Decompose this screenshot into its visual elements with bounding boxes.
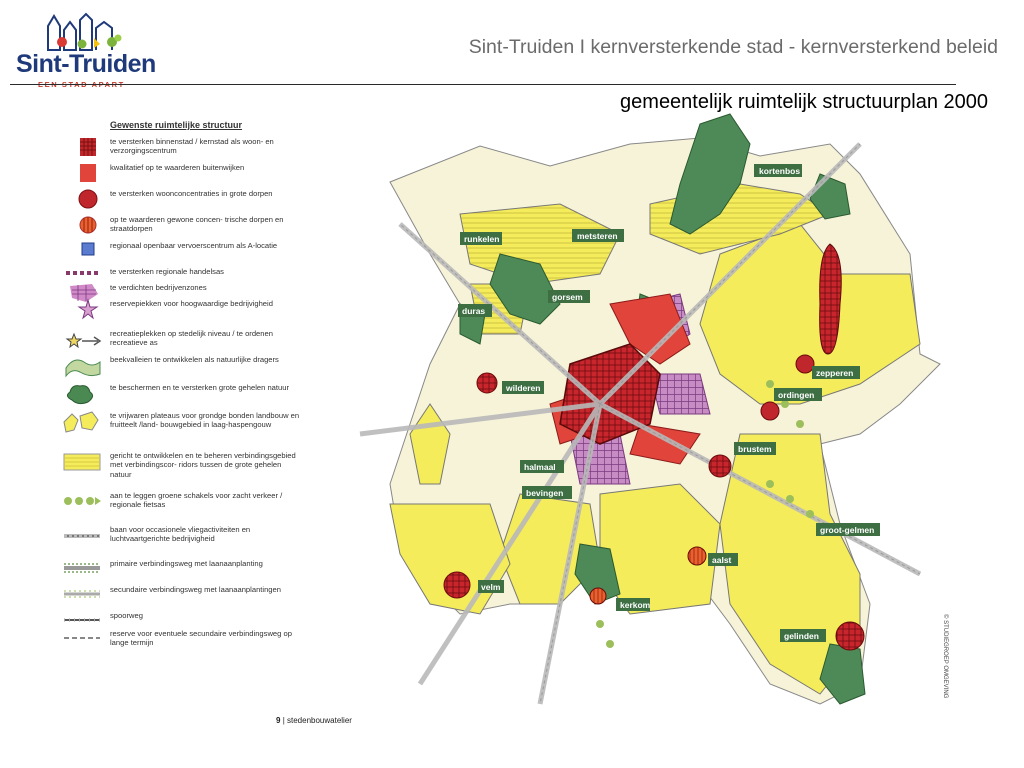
legend-heading: Gewenste ruimtelijke structuur <box>110 120 243 130</box>
place-label: duras <box>462 306 486 316</box>
secondary-road-icon <box>62 584 102 610</box>
legend-item: regionaal openbaar vervoerscentrum als A-locatie <box>62 240 298 266</box>
place-label: gelinden <box>784 631 819 641</box>
place-label: aalst <box>712 555 732 565</box>
header-divider <box>10 84 956 85</box>
legend-item: beekvalleien te ontwikkelen als natuurlijke dragers <box>62 354 298 380</box>
reserve-road-icon <box>62 628 102 654</box>
star-icon <box>62 298 102 324</box>
red-circle-icon <box>62 188 102 214</box>
legend-item: te versterken binnenstad / kernstad als woon- en verzorgingscentrum <box>62 136 298 162</box>
map-legend <box>62 116 300 656</box>
place-label: groot-gelmen <box>820 525 875 535</box>
logo-name: Sint-Truiden <box>16 50 156 78</box>
yellow-striped-icon <box>62 450 102 476</box>
map-title: gemeentelijk ruimtelijk structuurplan 2000 <box>620 91 988 113</box>
structure-plan-map <box>300 104 960 720</box>
legend-item: kwalitatief op te waarderen buitenwijken <box>62 162 298 188</box>
legend-item: primaire verbindingsweg met laanaanplanting <box>62 558 298 584</box>
copyright-note: © STUDIEGROEP OMGEVING <box>942 614 948 699</box>
legend-item: te versterken woonconcentraties in grote dorpen <box>62 188 298 214</box>
place-label: brustem <box>738 444 772 454</box>
page-title: Sint-Truiden I kernversterkende stad - kernversterkend beleid <box>468 36 998 58</box>
legend-item: aan te leggen groene schakels voor zacht verkeer / regionale fietsas <box>62 490 298 516</box>
place-label: runkelen <box>464 234 500 244</box>
primary-road-icon <box>62 558 102 584</box>
legend-item: reservepiekken voor hoogwaardige bedrijvigheid <box>62 298 298 324</box>
legend-item: te verdichten bedrijvenzones <box>62 282 298 308</box>
legend-item: recreatieplekken op stedelijk niveau / te ordenen recreatieve as <box>62 328 298 354</box>
place-label: gorsem <box>552 292 583 302</box>
place-label: ordingen <box>778 390 815 400</box>
legend-item: gericht te ontwikkelen en te beheren verbindingsgebied met verbindingscor- ridors tussen de grote gehelen natuur <box>62 450 298 476</box>
legend-item: te vrijwaren plateaus voor grondge bonden landbouw en fruitteelt /land- bouwgebied in laag-haspengouw <box>62 410 298 436</box>
legend-item: secundaire verbindingsweg met laanaanplantingen <box>62 584 298 610</box>
red-hatched-square-icon <box>62 136 102 162</box>
legend-item: op te waarderen gewone concen- trische dorpen en straatdorpen <box>62 214 298 240</box>
place-label: zepperen <box>816 368 854 378</box>
legend-item: te versterken regionale handelsas <box>62 266 298 292</box>
place-label: velm <box>481 582 501 592</box>
orange-circle-icon <box>62 214 102 240</box>
map-caption: 9 | stedenbouwatelier <box>276 716 352 725</box>
yellow-plateau-icon <box>62 410 102 436</box>
place-label: kortenbos <box>759 166 801 176</box>
runway-icon <box>62 524 102 550</box>
place-label: metsteren <box>577 231 618 241</box>
legend-item: baan voor occasionele vliegactiviteiten en luchtvaartgerichte bedrijvigheid <box>62 524 298 550</box>
green-dots-icon <box>62 490 102 516</box>
legend-item: reserve voor eventuele secundaire verbindingsweg op lange termijn <box>62 628 298 654</box>
logo-houses-icon <box>42 12 132 52</box>
caption-page-number: 9 <box>276 716 281 725</box>
blue-square-icon <box>62 240 102 266</box>
red-square-icon <box>62 162 102 188</box>
green-blob-icon <box>62 382 102 408</box>
star-arrow-icon <box>62 328 102 354</box>
legend-item: te beschermen en te versterken grote gehelen natuur <box>62 382 298 408</box>
place-label: bevingen <box>526 488 564 498</box>
sint-truiden-logo <box>12 12 156 90</box>
place-label: wilderen <box>506 383 541 393</box>
legend-item: spoorweg <box>62 610 298 636</box>
green-valley-icon <box>62 354 102 380</box>
caption-text: stedenbouwatelier <box>287 716 352 725</box>
place-label: halmaal <box>524 462 556 472</box>
place-label: kerkom <box>620 600 651 610</box>
